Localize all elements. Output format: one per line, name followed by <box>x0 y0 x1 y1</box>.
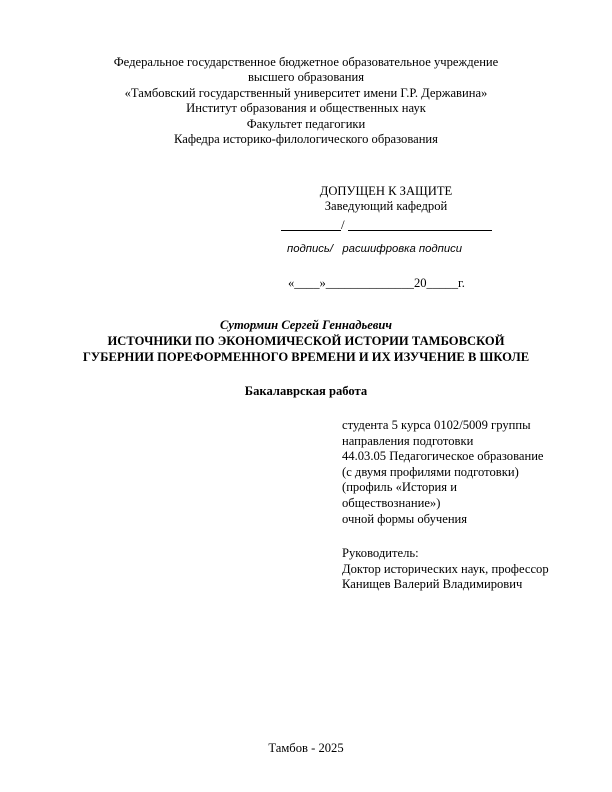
approval-block <box>276 184 496 234</box>
header-line: Институт образования и общественных наук <box>186 101 426 116</box>
signature-hint: подпись/ расшифровка подписи <box>287 243 463 255</box>
supervisor-degree: Доктор исторических наук, профессор <box>342 561 549 576</box>
thesis-title <box>0 333 612 365</box>
signature-slash: / <box>341 217 345 232</box>
supervisor-label: Руководитель: <box>342 546 419 560</box>
title-line: ГУБЕРНИИ ПОРЕФОРМЕННОГО ВРЕМЕНИ И ИХ ИЗУЧЕНИЕ В ШКОЛЕ <box>82 350 530 364</box>
student-details <box>342 418 544 527</box>
details-line: (с двумя профилями подготовки) <box>342 464 519 479</box>
details-line: 44.03.05 Педагогическое образование <box>342 449 544 464</box>
institution-header <box>0 55 612 147</box>
name-underline <box>348 230 492 231</box>
header-line: высшего образования <box>247 70 364 85</box>
details-line: очной формы обучения <box>342 511 468 526</box>
signature-underline <box>281 230 341 231</box>
work-type: Бакалаврская работа <box>244 384 368 398</box>
supervisor-name: Канищев Валерий Владимирович <box>342 577 523 592</box>
approval-title: ДОПУЩЕН К ЗАЩИТЕ <box>319 184 453 198</box>
header-line: «Тамбовский государственный университет имени Г.Р. Державина» <box>124 85 488 100</box>
details-line: направления подготовки <box>342 433 474 448</box>
city-year: Тамбов - 2025 <box>268 741 344 755</box>
details-line: (профиль «История и <box>342 480 457 495</box>
supervisor-block <box>342 546 549 593</box>
details-line: студента 5 курса 0102/5009 группы <box>342 418 531 432</box>
date-line: «____»______________20_____г. <box>288 276 465 290</box>
approval-position: Заведующий кафедрой <box>324 199 448 213</box>
header-line: Факультет педагогики <box>246 116 366 131</box>
signature-line <box>276 216 496 234</box>
header-line: Федеральное государственное бюджетное образовательное учреждение <box>113 55 499 69</box>
details-line: обществознание») <box>342 495 441 510</box>
title-line: ИСТОЧНИКИ ПО ЭКОНОМИЧЕСКОЙ ИСТОРИИ ТАМБОВСКОЙ <box>107 334 505 348</box>
header-line: Кафедра историко-филологического образования <box>174 132 438 147</box>
author-name: Сутормин Сергей Геннадьевич <box>219 318 393 332</box>
